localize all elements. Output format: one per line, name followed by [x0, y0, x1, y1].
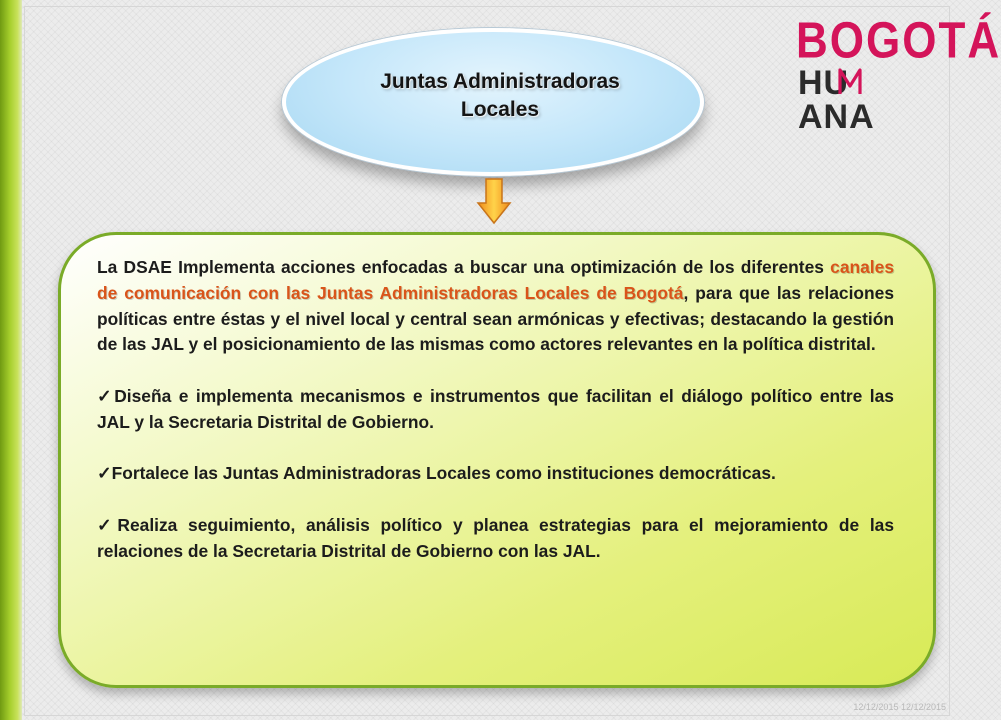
- intro-text: La DSAE Implementa acciones enfocadas a buscar una optimización de los diferentes: [97, 257, 831, 277]
- logo-line2-left: HU: [798, 64, 850, 102]
- down-arrow-icon: [476, 177, 512, 225]
- footer-date: 12/12/2015 12/12/2015: [853, 702, 946, 712]
- intro-text-end: , para que las relaciones políticas entre éstas y el nivel local y central sean armónicas y efectivas; destacando la gestión de las JAL y el posicionamiento de las mismas como actores relevantes en la política distrital.: [97, 282, 894, 355]
- bullet-text: Diseña e implementa mecanismos e instrumentos que facilitan el diálogo político entre las JAL y la Secretaria Distrital de Gobierno.: [97, 385, 894, 432]
- intro-highlight: canales de comunicación con las Juntas Administradoras Locales de Bogotá: [97, 257, 894, 303]
- bullet-item: [97, 513, 894, 565]
- check-icon: ✓: [97, 385, 115, 406]
- bullet-item: [97, 461, 894, 487]
- content-text: [97, 255, 894, 565]
- bullet-text: Realiza seguimiento, análisis político y planea estrategias para el mejoramiento de las relaciones de la Secretaria Distrital de Gobierno con las JAL.: [97, 514, 895, 561]
- side-accent-bar: [0, 0, 22, 720]
- slide-title: [340, 68, 660, 124]
- check-icon: ✓: [97, 463, 112, 484]
- slide-title-line2: Locales: [460, 98, 540, 121]
- bullet-item: [97, 384, 894, 436]
- logo-line1: BOGOTÁ: [796, 12, 1001, 69]
- logo-line2: [798, 66, 942, 134]
- slide-title-line1: Juntas Administradoras: [380, 70, 620, 93]
- intro-paragraph: [97, 255, 894, 358]
- check-icon: ✓: [97, 514, 118, 535]
- bogota-humana-logo: [792, 12, 1001, 136]
- logo-line2-right: ANA: [798, 98, 875, 136]
- bullet-text: Fortalece las Juntas Administradoras Locales como instituciones democráticas.: [111, 463, 776, 484]
- heart-m-icon: [838, 66, 862, 96]
